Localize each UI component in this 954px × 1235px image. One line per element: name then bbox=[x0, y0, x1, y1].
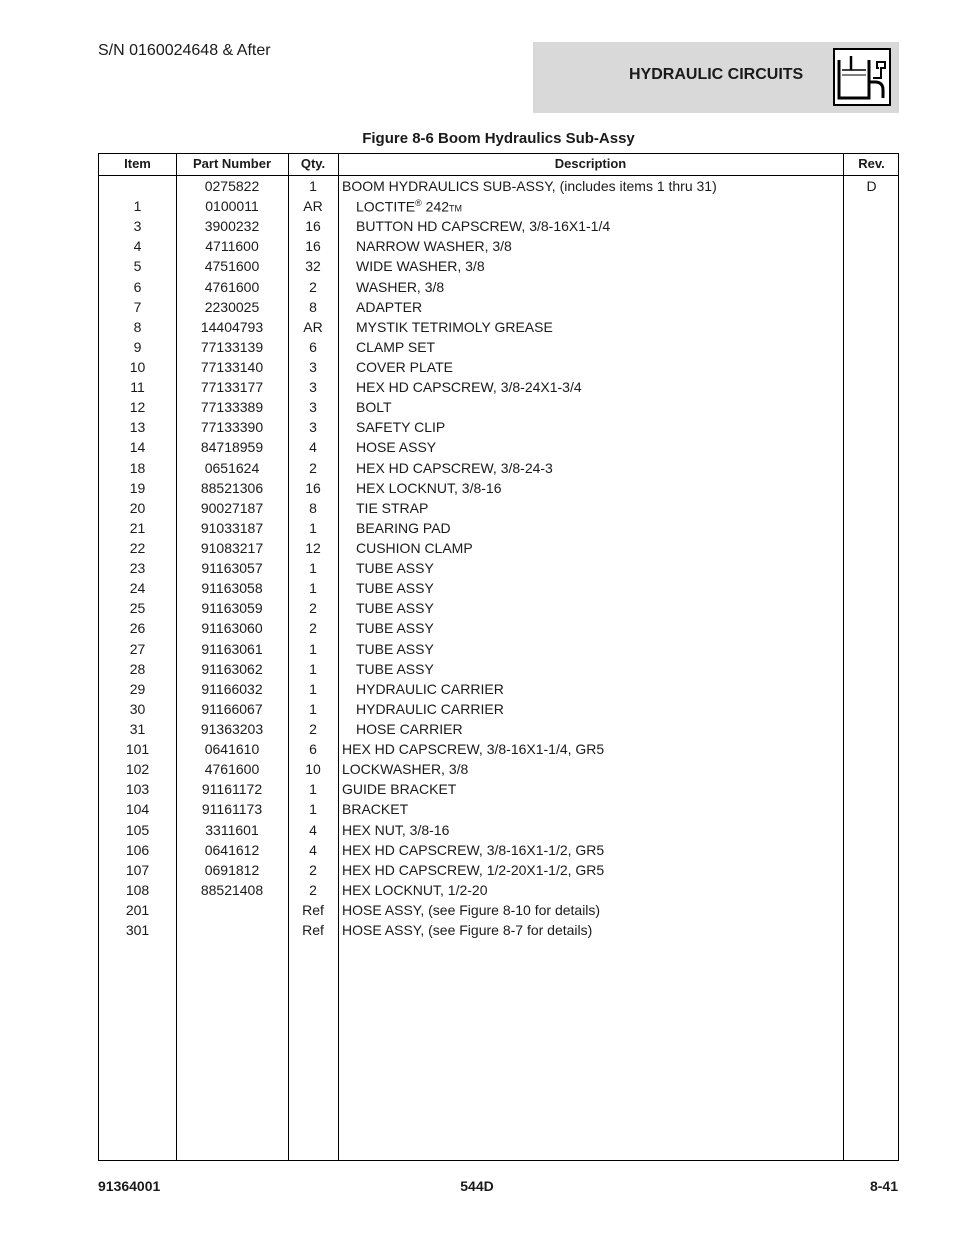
description-cell: HEX HD CAPSCREW, 3/8-16X1-1/4, GR5 bbox=[342, 741, 605, 758]
table-row bbox=[99, 739, 898, 759]
qty-cell: 16 bbox=[305, 479, 321, 496]
qty-cell: 4 bbox=[309, 821, 317, 838]
part-number-cell: 4711600 bbox=[205, 238, 259, 255]
part-number-cell: 0641610 bbox=[204, 741, 260, 758]
description-cell: WIDE WASHER, 3/8 bbox=[356, 258, 485, 275]
item-cell: 14 bbox=[129, 439, 146, 456]
description-cell: HEX HD CAPSCREW, 3/8-24-3 bbox=[356, 459, 553, 476]
table-row bbox=[99, 458, 898, 478]
description-cell: HYDRAULIC CARRIER bbox=[356, 680, 504, 697]
description-cell: TIE STRAP bbox=[356, 499, 429, 516]
item-cell: 6 bbox=[133, 278, 142, 295]
description-cell: NARROW WASHER, 3/8 bbox=[356, 238, 512, 255]
description-cell: TUBE ASSY bbox=[356, 580, 434, 597]
description-cell: CUSHION CLAMP bbox=[356, 539, 473, 556]
item-cell: 29 bbox=[129, 680, 146, 697]
column-header-description: Description bbox=[554, 156, 627, 171]
table-row bbox=[99, 357, 898, 377]
table-row bbox=[99, 719, 898, 739]
item-cell: 101 bbox=[125, 741, 150, 758]
part-number-cell: 91161173 bbox=[201, 801, 263, 818]
qty-cell: 12 bbox=[305, 539, 321, 556]
qty-cell: 3 bbox=[309, 419, 317, 436]
trademark-mark: TM bbox=[449, 203, 463, 214]
qty-cell: 1 bbox=[309, 801, 317, 818]
qty-cell: 1 bbox=[309, 680, 317, 697]
section-banner bbox=[533, 42, 899, 113]
qty-cell: 1 bbox=[309, 781, 317, 798]
description-cell: TUBE ASSY bbox=[356, 620, 434, 637]
qty-cell: 1 bbox=[309, 519, 317, 536]
qty-cell: 3 bbox=[309, 379, 317, 396]
item-cell: 7 bbox=[133, 298, 142, 315]
part-number-cell: 14404793 bbox=[200, 318, 264, 335]
item-cell: 21 bbox=[129, 519, 146, 536]
part-number-cell: 0100011 bbox=[205, 198, 259, 215]
table-row bbox=[99, 860, 898, 880]
qty-cell: 16 bbox=[305, 218, 321, 235]
item-cell: 106 bbox=[125, 841, 150, 858]
table-row bbox=[99, 558, 898, 578]
description-cell: HEX HD CAPSCREW, 3/8-16X1-1/2, GR5 bbox=[342, 841, 605, 858]
part-number-cell: 91163059 bbox=[201, 600, 263, 617]
qty-cell: 1 bbox=[309, 580, 317, 597]
item-cell: 25 bbox=[129, 600, 146, 617]
description-cell: CLAMP SET bbox=[356, 338, 436, 355]
description-cell: LOCKWASHER, 3/8 bbox=[342, 761, 469, 778]
qty-cell: 1 bbox=[309, 178, 317, 194]
table-row bbox=[99, 598, 898, 618]
part-number-cell: 0651624 bbox=[204, 459, 260, 476]
qty-cell: Ref bbox=[302, 901, 324, 918]
qty-cell: 4 bbox=[309, 439, 317, 456]
description-cell: HOSE CARRIER bbox=[356, 720, 463, 737]
item-cell: 19 bbox=[129, 479, 146, 496]
registered-mark: ® bbox=[415, 198, 422, 209]
table-row bbox=[99, 518, 898, 538]
part-number-cell: 91161172 bbox=[201, 781, 263, 798]
table-row bbox=[99, 840, 898, 860]
table-header bbox=[99, 154, 898, 176]
item-cell: 3 bbox=[133, 218, 142, 235]
item-cell: 102 bbox=[125, 761, 150, 778]
item-cell: 20 bbox=[129, 499, 146, 516]
table-body bbox=[99, 176, 898, 940]
table-row bbox=[99, 196, 898, 216]
item-cell: 1 bbox=[133, 198, 142, 215]
table-row bbox=[99, 337, 898, 357]
item-cell: 108 bbox=[125, 881, 150, 898]
item-cell: 8 bbox=[133, 318, 142, 335]
part-number-cell: 88521306 bbox=[200, 479, 264, 496]
table-row bbox=[99, 317, 898, 337]
footer-page-number: 8-41 bbox=[869, 1178, 898, 1194]
description-cell: HEX NUT, 3/8-16 bbox=[342, 821, 450, 838]
part-number-cell: 91166032 bbox=[201, 680, 263, 697]
qty-cell: 6 bbox=[309, 338, 317, 355]
part-number-cell: 3900232 bbox=[204, 218, 260, 235]
item-cell: 4 bbox=[133, 238, 142, 255]
item-cell: 11 bbox=[130, 379, 145, 396]
item-cell: 26 bbox=[129, 620, 146, 637]
item-cell: 12 bbox=[129, 399, 146, 416]
table-row bbox=[99, 437, 898, 457]
description-cell: BOOM HYDRAULICS SUB-ASSY, (includes items 1 thru 31) bbox=[342, 178, 717, 194]
table-row bbox=[99, 578, 898, 598]
table-row bbox=[99, 277, 898, 297]
table-row bbox=[99, 920, 898, 940]
description-cell: WASHER, 3/8 bbox=[356, 278, 445, 295]
item-cell: 24 bbox=[129, 580, 146, 597]
description-cell: HEX HD CAPSCREW, 3/8-24X1-3/4 bbox=[356, 379, 582, 396]
table-row bbox=[99, 820, 898, 840]
table-row bbox=[99, 880, 898, 900]
table-row bbox=[99, 679, 898, 699]
qty-cell: AR bbox=[303, 198, 323, 215]
table-row bbox=[99, 297, 898, 317]
qty-cell: 2 bbox=[309, 881, 317, 898]
item-cell: 103 bbox=[125, 781, 150, 798]
description-cell: HOSE ASSY, (see Figure 8-7 for details) bbox=[342, 922, 593, 939]
part-number-cell: 2230025 bbox=[204, 298, 260, 315]
part-number-cell: 0275822 bbox=[204, 178, 260, 194]
part-number-cell: 91163058 bbox=[201, 580, 263, 597]
qty-cell: 16 bbox=[305, 238, 321, 255]
description-cell: BRACKET bbox=[342, 801, 409, 818]
description-cell: TUBE ASSY bbox=[356, 660, 434, 677]
qty-cell: 6 bbox=[309, 741, 317, 758]
column-header-item: Item bbox=[124, 156, 151, 171]
qty-cell: 10 bbox=[305, 761, 321, 778]
description-cell: COVER PLATE bbox=[356, 358, 453, 375]
qty-cell: 8 bbox=[309, 499, 317, 516]
part-number-cell: 91166067 bbox=[201, 700, 263, 717]
column-header-qty: Qty. bbox=[300, 156, 326, 171]
qty-cell: 3 bbox=[309, 399, 317, 416]
qty-cell: 1 bbox=[309, 660, 317, 677]
item-cell: 9 bbox=[133, 338, 142, 355]
table-row bbox=[99, 417, 898, 437]
description-cell: TUBE ASSY bbox=[356, 600, 434, 617]
table-row bbox=[99, 478, 898, 498]
table-row bbox=[99, 256, 898, 276]
description-cell: HOSE ASSY bbox=[356, 439, 437, 456]
qty-cell: 2 bbox=[309, 620, 317, 637]
table-row bbox=[99, 659, 898, 679]
description-cell: BOLT bbox=[356, 399, 392, 416]
item-cell: 22 bbox=[129, 539, 146, 556]
part-number-cell: 90027187 bbox=[200, 499, 264, 516]
item-cell: 28 bbox=[129, 660, 146, 677]
part-number-cell: 91083217 bbox=[200, 539, 264, 556]
part-number-cell: 91033187 bbox=[200, 519, 264, 536]
item-cell: 5 bbox=[133, 258, 142, 275]
item-cell: 27 bbox=[129, 640, 146, 657]
qty-cell: 2 bbox=[309, 278, 317, 295]
description-cell: HOSE ASSY, (see Figure 8-10 for details) bbox=[342, 901, 601, 918]
table-row bbox=[99, 176, 898, 196]
part-number-cell: 91163061 bbox=[201, 640, 263, 657]
figure-title: Figure 8-6 Boom Hydraulics Sub-Assy bbox=[362, 130, 635, 147]
table-row bbox=[99, 397, 898, 417]
item-cell: 107 bbox=[125, 861, 150, 878]
description-cell: HEX LOCKNUT, 3/8-16 bbox=[356, 479, 502, 496]
description-cell: HEX LOCKNUT, 1/2-20 bbox=[342, 881, 488, 898]
table-row bbox=[99, 377, 898, 397]
part-number-cell: 0641612 bbox=[204, 841, 260, 858]
part-number-cell: 77133140 bbox=[200, 358, 264, 375]
item-cell: 18 bbox=[129, 459, 146, 476]
qty-cell: 2 bbox=[309, 720, 317, 737]
table-row bbox=[99, 538, 898, 558]
description-cell: ADAPTER bbox=[356, 298, 423, 315]
part-number-cell: 3311601 bbox=[205, 821, 259, 838]
table-row bbox=[99, 498, 898, 518]
qty-cell: 1 bbox=[309, 640, 317, 657]
table-row bbox=[99, 618, 898, 638]
description-cell: SAFETY CLIP bbox=[356, 419, 446, 436]
qty-cell: 2 bbox=[309, 459, 317, 476]
item-cell: 23 bbox=[129, 560, 146, 577]
part-number-cell: 91163060 bbox=[201, 620, 263, 637]
hydraulic-reservoir-icon bbox=[833, 48, 891, 106]
table-row bbox=[99, 799, 898, 819]
item-cell: 105 bbox=[125, 821, 150, 838]
table-row bbox=[99, 236, 898, 256]
column-header-rev: Rev. bbox=[858, 156, 885, 171]
description-cell: MYSTIK TETRIMOLY GREASE bbox=[356, 318, 553, 335]
footer-model: 544D bbox=[460, 1178, 494, 1194]
part-number-cell: 4761600 bbox=[204, 761, 260, 778]
item-cell: 13 bbox=[129, 419, 146, 436]
part-number-cell: 77133390 bbox=[200, 419, 264, 436]
table-row bbox=[99, 639, 898, 659]
part-number-cell: 91163057 bbox=[201, 560, 263, 577]
part-number-cell: 77133389 bbox=[200, 399, 264, 416]
item-cell: 10 bbox=[129, 358, 146, 375]
description-cell: BEARING PAD bbox=[356, 519, 451, 536]
part-number-cell: 77133139 bbox=[200, 338, 264, 355]
item-cell: 30 bbox=[129, 700, 146, 717]
qty-cell: 2 bbox=[309, 600, 317, 617]
table-row bbox=[99, 779, 898, 799]
qty-cell: 1 bbox=[309, 560, 317, 577]
description-cell: HYDRAULIC CARRIER bbox=[356, 700, 504, 717]
parts-table bbox=[98, 153, 899, 1161]
qty-cell: 4 bbox=[309, 841, 317, 858]
description-cell: TUBE ASSY bbox=[356, 640, 434, 657]
qty-cell: Ref bbox=[302, 922, 324, 939]
part-number-cell: 77133177 bbox=[200, 379, 264, 396]
footer-document-number: 91364001 bbox=[98, 1178, 161, 1194]
part-number-cell: 0691812 bbox=[204, 861, 260, 878]
qty-cell: 2 bbox=[309, 861, 317, 878]
qty-cell: 8 bbox=[309, 298, 317, 315]
description-cell: GUIDE BRACKET bbox=[342, 781, 457, 798]
table-row bbox=[99, 699, 898, 719]
part-number-cell: 91363203 bbox=[200, 720, 264, 737]
description-cell: HEX HD CAPSCREW, 1/2-20X1-1/2, GR5 bbox=[342, 861, 605, 878]
part-number-cell: 91163062 bbox=[201, 660, 263, 677]
qty-cell: 1 bbox=[309, 700, 317, 717]
qty-cell: AR bbox=[303, 318, 323, 335]
description-cell: LOCTITE® 242TM bbox=[356, 198, 463, 215]
serial-number: S/N 0160024648 & After bbox=[98, 42, 271, 59]
table-row bbox=[99, 759, 898, 779]
qty-cell: 3 bbox=[309, 358, 317, 375]
item-cell: 31 bbox=[129, 720, 146, 737]
rev-cell: D bbox=[866, 178, 877, 194]
column-header-part-number: Part Number bbox=[192, 156, 272, 171]
table-row bbox=[99, 216, 898, 236]
description-cell: TUBE ASSY bbox=[356, 560, 434, 577]
section-title: HYDRAULIC CIRCUITS bbox=[629, 66, 804, 83]
item-cell: 104 bbox=[125, 801, 150, 818]
qty-cell: 32 bbox=[305, 258, 321, 275]
table-row bbox=[99, 900, 898, 920]
item-cell: 201 bbox=[125, 901, 150, 918]
part-number-cell: 88521408 bbox=[200, 881, 264, 898]
part-number-cell: 4761600 bbox=[204, 278, 260, 295]
description-cell: BUTTON HD CAPSCREW, 3/8-16X1-1/4 bbox=[356, 218, 611, 235]
item-cell: 301 bbox=[125, 922, 150, 939]
part-number-cell: 4751600 bbox=[204, 258, 260, 275]
part-number-cell: 84718959 bbox=[200, 439, 264, 456]
